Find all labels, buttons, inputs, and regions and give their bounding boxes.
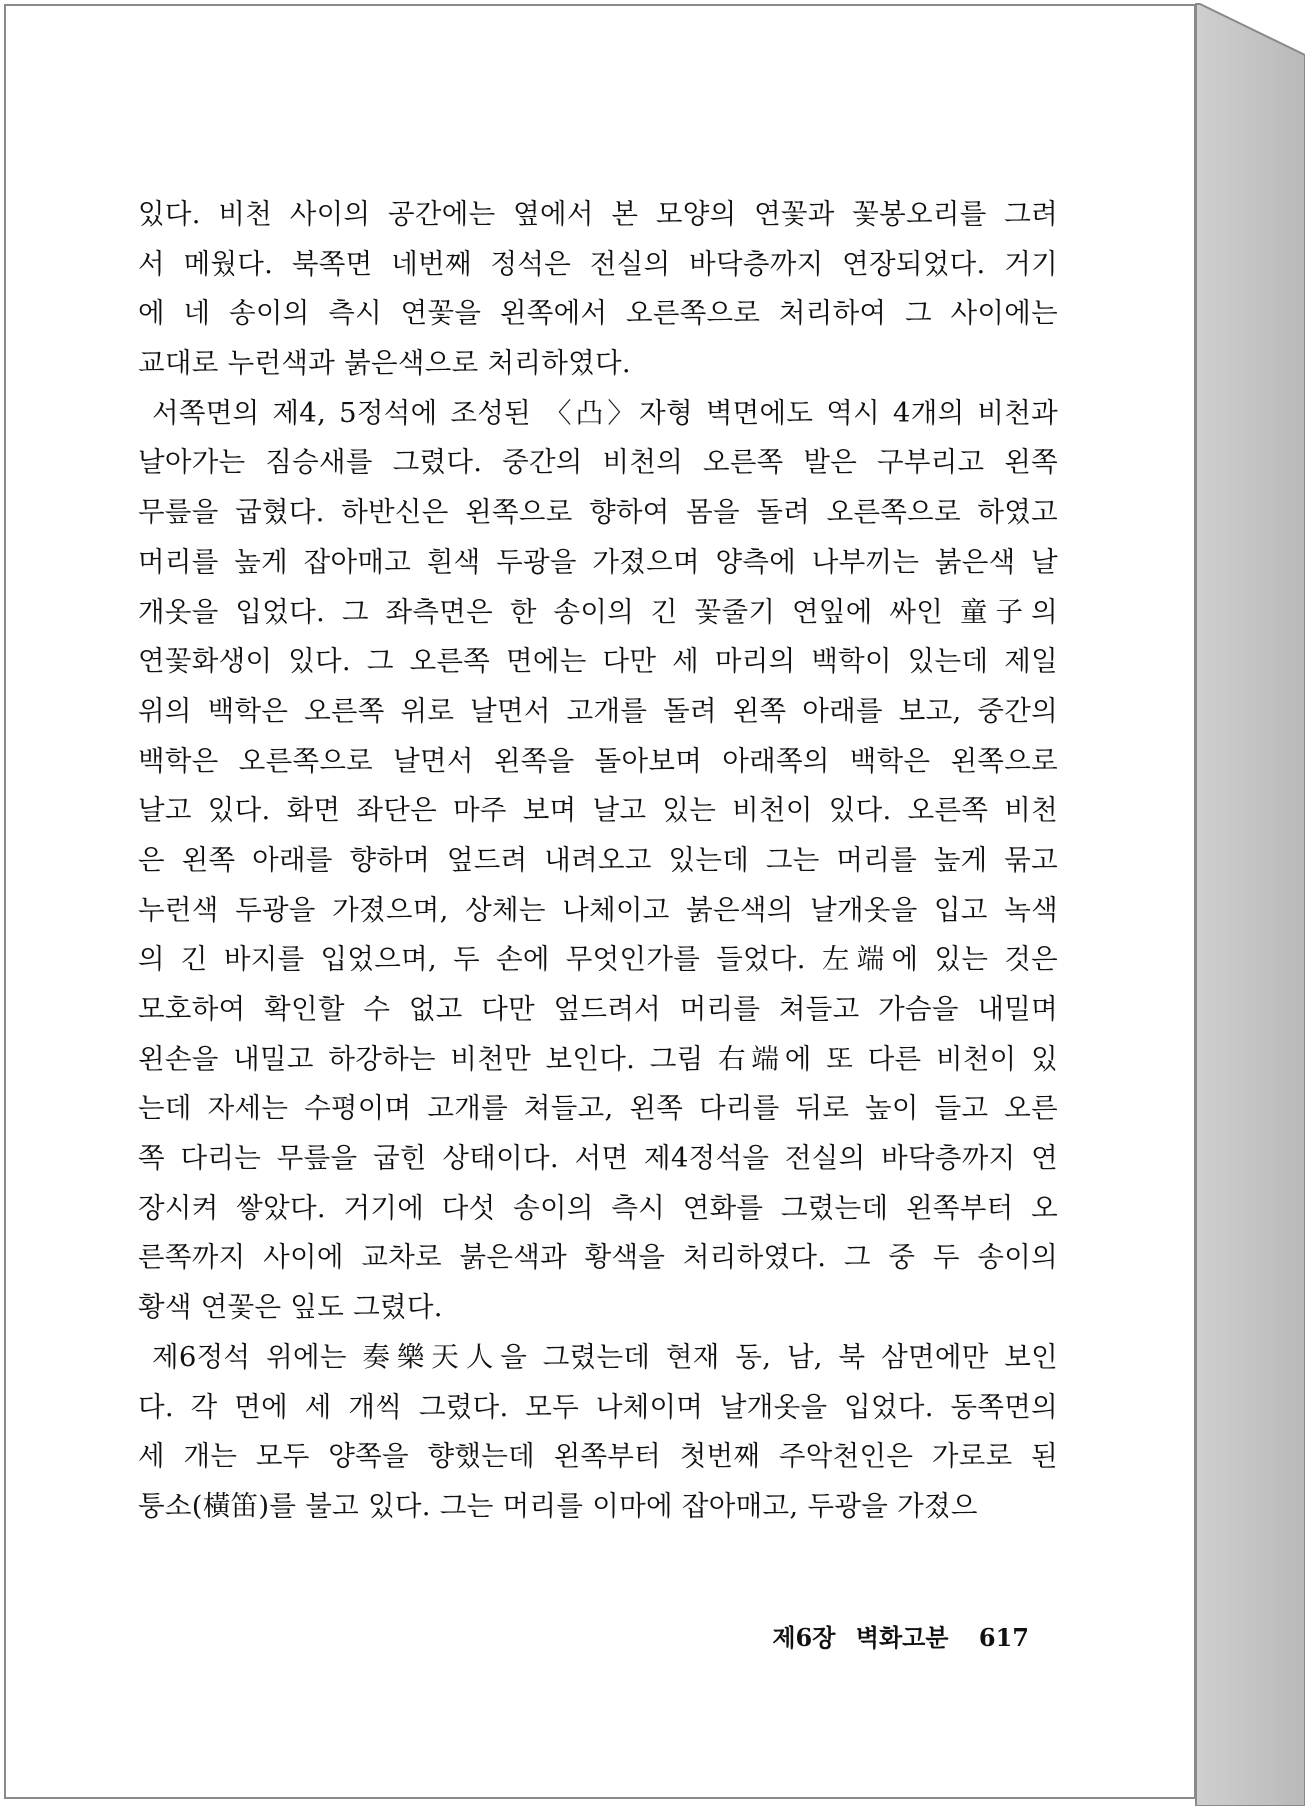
text-line: 연꽃화생이 있다. 그 오른쪽 면에는 다만 세 마리의 백학이 있는데 제일 — [138, 645, 1058, 678]
section-title: 벽화고분 — [855, 1623, 949, 1652]
text-line: 다. 각 면에 세 개씩 그렸다. 모두 나체이며 날개옷을 입었다. 동쪽면의 — [138, 1390, 1058, 1423]
text-line: 교대로 누런색과 붉은색으로 처리하였다. — [138, 347, 631, 380]
text-line: 에 네 송이의 측시 연꽃을 왼쪽에서 오른쪽으로 처리하여 그 사이에는 — [138, 297, 1058, 330]
text-line: 왼손을 내밀고 하강하는 비천만 보인다. 그림 右端에 또 다른 비천이 있 — [138, 1042, 1058, 1075]
text-line: 서 메웠다. 북쪽면 네번째 정석은 전실의 바닥층까지 연장되었다. 거기 — [138, 247, 1058, 280]
page-number: 617 — [978, 1623, 1029, 1652]
text-line: 의 긴 바지를 입었으며, 두 손에 무엇인가를 들었다. 左端에 있는 것은 — [138, 943, 1058, 976]
text-line: 세 개는 모두 양쪽을 향했는데 왼쪽부터 첫번째 주악천인은 가로로 된 — [138, 1440, 1058, 1473]
text-line: 퉁소(橫笛)를 불고 있다. 그는 머리를 이마에 잡아매고, 두광을 가졌으 — [138, 1489, 978, 1522]
body-text — [138, 190, 1058, 1532]
chapter-label: 제6장 — [772, 1623, 836, 1652]
page-footer — [760, 1618, 1029, 1653]
text-line: 날아가는 짐승새를 그렸다. 중간의 비천의 오른쪽 발은 구부리고 왼쪽 — [138, 446, 1058, 479]
text-line: 무릎을 굽혔다. 하반신은 왼쪽으로 향하여 몸을 돌려 오른쪽으로 하였고 — [138, 496, 1058, 529]
text-line: 쪽 다리는 무릎을 굽힌 상태이다. 서면 제4정석을 전실의 바닥층까지 연 — [138, 1142, 1058, 1175]
text-line: 장시켜 쌓았다. 거기에 다섯 송이의 측시 연화를 그렸는데 왼쪽부터 오 — [138, 1191, 1058, 1224]
text-line: 황색 연꽃은 잎도 그렸다. — [138, 1291, 443, 1324]
text-line: 백학은 오른쪽으로 날면서 왼쪽을 돌아보며 아래쪽의 백학은 왼쪽으로 — [138, 744, 1058, 777]
text-line: 은 왼쪽 아래를 향하며 엎드려 내려오고 있는데 그는 머리를 높게 묶고 — [138, 843, 1058, 876]
text-line: 모호하여 확인할 수 없고 다만 엎드려서 머리를 쳐들고 가슴을 내밀며 — [138, 993, 1058, 1025]
text-line: 날고 있다. 화면 좌단은 마주 보며 날고 있는 비천이 있다. 오른쪽 비천 — [138, 794, 1058, 827]
text-line: 있다. 비천 사이의 공간에는 옆에서 본 모양의 연꽃과 꽃봉오리를 그려 — [138, 198, 1058, 230]
text-line: 누런색 두광을 가졌으며, 상체는 나체이고 붉은색의 날개옷을 입고 녹색 — [138, 893, 1058, 926]
text-line: 서쪽면의 제4, 5정석에 조성된 〈凸〉자형 벽면에도 역시 4개의 비천과 — [152, 396, 1058, 429]
text-line: 른쪽까지 사이에 교차로 붉은색과 황색을 처리하였다. 그 중 두 송이의 — [138, 1241, 1058, 1274]
text-line: 머리를 높게 잡아매고 흰색 두광을 가졌으며 양측에 나부끼는 붉은색 날 — [138, 545, 1058, 578]
text-line: 는데 자세는 수평이며 고개를 쳐들고, 왼쪽 다리를 뒤로 높이 들고 오른 — [138, 1092, 1058, 1125]
text-line: 제6정석 위에는 奏樂天人을 그렸는데 현재 동, 남, 북 삼면에만 보인 — [152, 1340, 1058, 1373]
text-line: 위의 백학은 오른쪽 위로 날면서 고개를 돌려 왼쪽 아래를 보고, 중간의 — [138, 694, 1058, 727]
text-line: 개옷을 입었다. 그 좌측면은 한 송이의 긴 꽃줄기 연잎에 싸인 童子의 — [138, 595, 1058, 628]
